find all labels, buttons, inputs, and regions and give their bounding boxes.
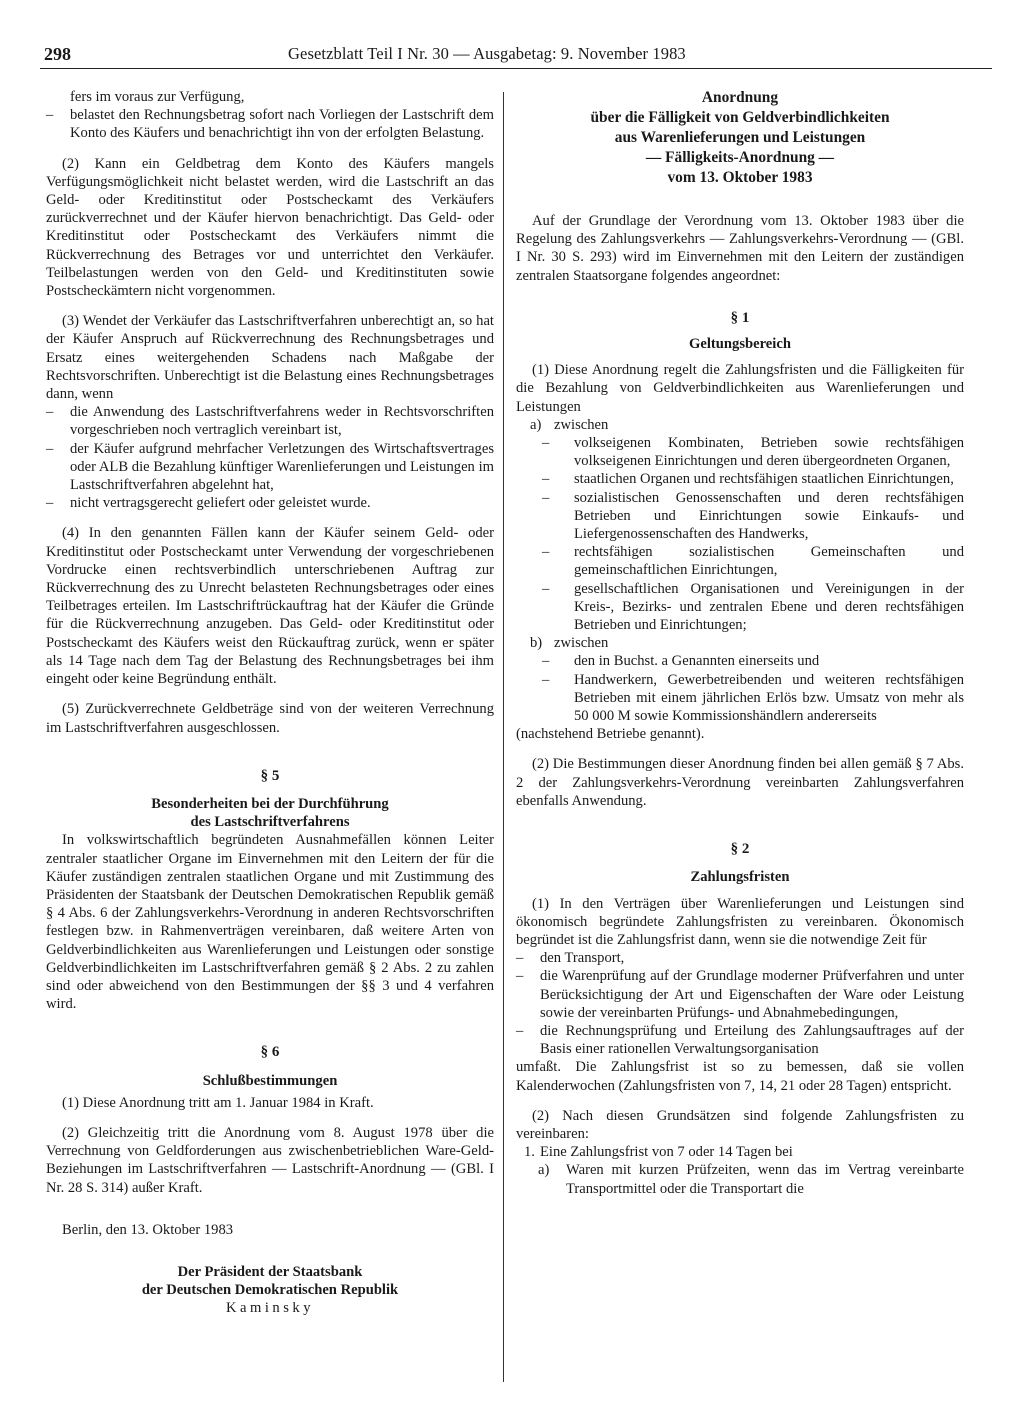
- list-item: – die Warenprüfung auf der Grundlage moderner Prüfverfahren und unter Berücksichtigung der Art und Eigenschaften der Ware oder Leistung sowie der vereinbarten Prüfungs- und Abnahmebedingungen,: [516, 967, 964, 1022]
- page-header: [40, 44, 992, 68]
- paragraph: (2) Die Bestimmungen dieser Anordnung finden bei allen gemäß § 7 Abs. 2 der Zahlungsverkehrs-Verordnung vereinbarten Zahlungsverfahren ebenfalls Anwendung.: [516, 756, 964, 809]
- preamble: Auf der Grundlage der Verordnung vom 13. Oktober 1983 über die Regelung des Zahlungsverkehrs — Zahlungsverkehrs-Verordnung — (GBl. I Nr. 30 S. 293) wird im Einvernehmen mit den Leitern der zuständigen zentralen Staatsorgane folgendes angeordnet:: [516, 213, 964, 284]
- column-divider: [503, 92, 504, 1382]
- numbered-item: [516, 1143, 964, 1161]
- signer-title: Der Präsident der Staatsbank: [177, 1263, 363, 1280]
- lettered-item: [516, 1161, 964, 1197]
- sub-item-a: [530, 416, 964, 434]
- section-number: § 1: [730, 309, 750, 326]
- list-item: – den Transport,: [516, 949, 964, 967]
- list-item: – der Käufer aufgrund mehrfacher Verletzungen des Wirtschaftsvertrages oder ALB die Bezahlung künftiger Warenlieferungen und Leistungen im Lastschriftverfahren abgelehnt hat,: [46, 440, 494, 495]
- section-title: Besonderheiten bei der Durchführung: [151, 795, 389, 812]
- ordinance-title: über die Fälligkeit von Geldverbindlichkeiten: [590, 109, 890, 126]
- section-number: § 5: [260, 767, 280, 784]
- signer-title: der Deutschen Demokratischen Republik: [141, 1281, 399, 1298]
- paragraph: (1) Diese Anordnung regelt die Zahlungsfristen und die Fälligkeiten für die Bezahlung von Geldverbindlichkeiten aus Warenlieferungen und Leistungen: [516, 362, 964, 415]
- ordinance-short-title: — Fälligkeits-Anordnung —: [645, 149, 835, 166]
- sub-label: a): [530, 416, 542, 433]
- list-item: – volkseigenen Kombinaten, Betrieben sowie rechtsfähigen volkseigenen Einrichtungen und deren übergeordneten Organen,: [516, 434, 964, 470]
- paragraph: In volkswirtschaftlich begründeten Ausnahmefällen können Leiter zentraler staatlicher Organe im Einvernehmen mit den Leitern der für die Käufer zuständigen zentralen staatlichen Organe und mit Zustimmung des Präsidenten der Staatsbank der Deutschen Demokratischen Republik gemäß § 4 Abs. 6 der Zahlungsverkehrs-Verordnung in anderen Rechtsvorschriften festlegen bzw. in Rahmenverträgen vereinbaren, daß weitere Arten von Geldverbindlichkeiten aus Warenlieferungen und Leistungen oder sonstige Geldverbindlichkeiten im Lastschriftverfahren gemäß § 2 Abs. 2 zu zahlen sind oder abweichend von den Bestimmungen der §§ 3 und 4 verfahren wird.: [46, 832, 494, 1013]
- item-text: Eine Zahlungsfrist von 7 oder 14 Tagen bei: [540, 1144, 793, 1161]
- section-title: Schlußbestimmungen: [202, 1072, 338, 1089]
- list-item: – die Rechnungsprüfung und Erteilung des Zahlungsauftrages auf der Basis einer rationellen Verwaltungsorganisation: [516, 1022, 964, 1058]
- page-number: 298: [44, 44, 71, 64]
- sub-label: b): [530, 635, 543, 652]
- section-number: § 6: [260, 1044, 280, 1061]
- left-column: [46, 88, 494, 1317]
- list-item: – gesellschaftlichen Organisationen und Vereinigungen in der Kreis-, Bezirks- und zentralen Ebene und deren rechtsfähigen Betrieben und Einrichtungen;: [516, 580, 964, 635]
- section-number: § 2: [730, 841, 750, 858]
- ordinance-title: aus Warenlieferungen und Leistungen: [614, 129, 866, 146]
- continuation-line: fers im voraus zur Verfügung,: [70, 89, 245, 105]
- list-item: – Handwerkern, Gewerbetreibenden und weiteren rechtsfähigen Betrieben mit einem jährlichen Erlös bzw. Umsatz von mehr als 50 000 M sowie Kommissionshändlern andererseits: [516, 671, 964, 726]
- sub-text: zwischen: [554, 635, 609, 652]
- list-item: – nicht vertragsgerecht geliefert oder geleistet wurde.: [46, 494, 494, 512]
- list-item: – den in Buchst. a Genannten einerseits und: [516, 652, 964, 670]
- paragraph: (2) Kann ein Geldbetrag dem Konto des Käufers mangels Verfügungsmöglichkeit nicht belastet werden, wird die Lastschrift an das Geld- oder Kreditinstitut oder Postscheckamt des Verkäufers zurückverrechnet und der Käufer hiervon benachrichtigt. Das Geld- oder Kreditinstitut oder Postscheckamt des Verkäufers nimmt die Rückverrechnung des Betrages vor und unterrichtet den Verkäufer. Teilbelastungen werden von den Geld- und Kreditinstituten sowie Postscheckämtern nicht vorgenommen.: [46, 155, 494, 300]
- paragraph: (5) Zurückverrechnete Geldbeträge sind von der weiteren Verrechnung im Lastschriftverfahren ausgeschlossen.: [46, 701, 494, 736]
- ordinance-date: vom 13. Oktober 1983: [667, 169, 813, 186]
- item-number: 1.: [524, 1144, 535, 1161]
- place-date: Berlin, den 13. Oktober 1983: [62, 1221, 234, 1238]
- paragraph: (1) Diese Anordnung tritt am 1. Januar 1984 in Kraft.: [62, 1094, 374, 1111]
- item-text: Waren mit kurzen Prüfzeiten, wenn das im Vertrag vereinbarte Transportmittel oder die Transportart die: [566, 1162, 964, 1197]
- paragraph: (3) Wendet der Verkäufer das Lastschriftverfahren unberechtigt an, so hat der Käufer Anspruch auf Rückverrechnung des Rechnungsbetrages und Ersatz eines weitergehenden Schadens nach Maßgabe der Rechtsvorschriften. Unberechtigt ist die Belastung eines Rechnungsbetrages dann, wenn: [46, 313, 494, 403]
- item-letter: a): [538, 1162, 550, 1179]
- signer-name: Kaminsky: [226, 1299, 314, 1316]
- section-title: des Lastschriftverfahrens: [190, 814, 350, 831]
- running-title: Gesetzblatt Teil I Nr. 30 — Ausgabetag: 9. November 1983: [288, 44, 686, 63]
- list-item: – rechtsfähigen sozialistischen Gemeinschaften und gemeinschaftlichen Einrichtungen,: [516, 543, 964, 579]
- paragraph: (2) Nach diesen Grundsätzen sind folgende Zahlungsfristen zu vereinbaren:: [516, 1107, 964, 1142]
- section-title: Geltungsbereich: [689, 336, 791, 353]
- section-title: Zahlungsfristen: [690, 869, 790, 886]
- paragraph: umfaßt. Die Zahlungsfrist ist so zu bemessen, daß sie vollen Kalenderwochen (Zahlungsfristen von 7, 14, 21 oder 28 Tagen) entspricht.: [516, 1059, 964, 1094]
- sub-text: zwischen: [554, 416, 609, 433]
- right-column: [516, 88, 964, 1198]
- paragraph: (nachstehend Betriebe genannt).: [516, 726, 705, 743]
- sub-item-b: [530, 634, 964, 652]
- ordinance-title: Anordnung: [701, 89, 779, 106]
- paragraph: (1) In den Verträgen über Warenlieferungen und Leistungen sind ökonomisch begründete Zahlungsfristen zu vereinbaren. Ökonomisch begründet ist die Zahlungsfrist dann, wenn sie die notwendige Zeit für: [516, 895, 964, 948]
- paragraph: (4) In den genannten Fällen kann der Käufer seinem Geld- oder Kreditinstitut oder Postscheckamt unter Verwendung der vorgeschriebenen Vordrucke einen rechtsverbindlich unterschriebenen Auftrag zur Rückverrechnung des zu Unrecht belasteten Rechnungsbetrages oder eines Teilbetrages erteilen. Im Lastschriftrückauftrag hat der Käufer die Gründe für die Rückverrechnung anzugeben. Das Geld- oder Kreditinstitut oder Postscheckamt des Käufers weist den Rückauftrag zurück, wenn er später als 14 Tage nach dem Tag der Belastung des Rechnungsbetrages bei ihm eingeht oder keine Begründung enthält.: [46, 525, 494, 688]
- paragraph: (2) Gleichzeitig tritt die Anordnung vom 8. August 1978 über die Verrechnung von Geldforderungen aus zwischenbetrieblichen Ware-Geld-Beziehungen im Lastschriftverfahren — Lastschrift-Anordnung — (GBl. I Nr. 28 S. 314) außer Kraft.: [46, 1124, 494, 1196]
- list-item: – staatlichen Organen und rechtsfähigen staatlichen Einrichtungen,: [516, 470, 964, 488]
- list-item: – die Anwendung des Lastschriftverfahrens weder in Rechtsvorschriften vorgeschrieben noch vertraglich vereinbart ist,: [46, 403, 494, 439]
- list-item: – sozialistischen Genossenschaften und deren rechtsfähigen Betrieben und Einrichtungen sowie Einkaufs- und Liefergenossenschaften des Handwerks,: [516, 489, 964, 544]
- list-item: – belastet den Rechnungsbetrag sofort nach Vorliegen der Lastschrift dem Konto des Käufers und benachrichtigt ihn von der erfolgten Belastung.: [46, 106, 494, 142]
- header-rule: [40, 68, 992, 69]
